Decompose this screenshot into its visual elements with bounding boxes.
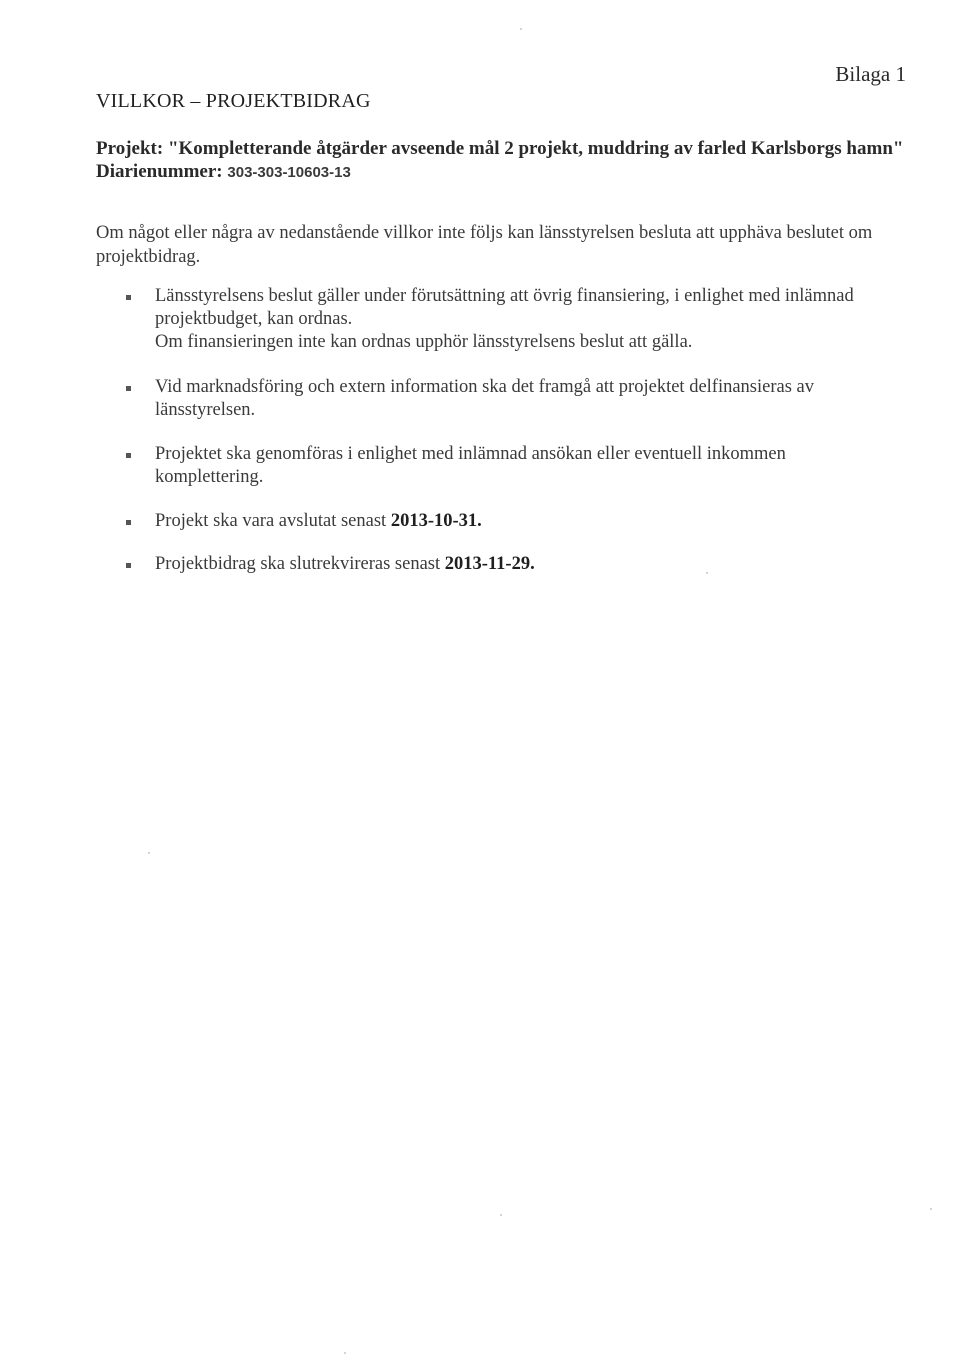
reference-number: 303-303-10603-13	[227, 164, 351, 181]
bullet-icon	[126, 386, 131, 391]
condition-item	[118, 553, 878, 576]
condition-item	[118, 285, 878, 354]
condition-text-continued: Om finansieringen inte kan ordnas upphör länsstyrelsens beslut att gälla.	[155, 332, 693, 352]
requisition-punctuation: .	[530, 554, 535, 574]
reference-label: Diarienummer:	[96, 161, 223, 182]
bullet-icon	[126, 563, 131, 568]
scan-speck	[706, 572, 708, 574]
bullet-icon	[126, 295, 131, 300]
intro-paragraph: Om något eller några av nedanstående villkor inte följs kan länsstyrelsen besluta att upphäva beslutet om projektbidrag.	[96, 223, 873, 267]
condition-item	[118, 510, 878, 533]
condition-item	[118, 376, 878, 422]
condition-text: Projektet ska genomföras i enlighet med inlämnad ansökan eller eventuell inkommen komplettering.	[155, 444, 786, 487]
condition-text: Projektbidrag ska slutrekvireras senast	[155, 554, 441, 574]
scan-speck	[520, 28, 522, 30]
deadline-date: 2013-10-31	[390, 511, 478, 531]
project-info	[96, 137, 926, 184]
annex-label: Bilaga 1	[835, 62, 906, 86]
reference-line	[96, 160, 926, 184]
requisition-date: 2013-11-29	[444, 554, 531, 574]
condition-text: Länsstyrelsens beslut gäller under förutsättning att övrig finansiering, i enlighet med inlämnad projektbudget, kan ordnas.	[155, 286, 854, 329]
project-line	[96, 137, 926, 160]
conditions-list	[118, 285, 878, 576]
bullet-icon	[126, 453, 131, 458]
condition-text: Projekt ska vara avslutat senast	[155, 511, 387, 531]
scan-speck	[500, 1214, 502, 1216]
deadline-punctuation: .	[477, 511, 482, 531]
scan-speck	[344, 1352, 346, 1354]
project-label: Projekt:	[96, 138, 164, 159]
bullet-icon	[126, 520, 131, 525]
scan-speck	[148, 852, 150, 854]
condition-text: Vid marknadsföring och extern information ska det framgå att projektet delfinansieras av länsstyrelsen.	[155, 377, 815, 420]
scan-speck	[930, 1208, 932, 1210]
condition-item	[118, 443, 878, 489]
project-name: "Kompletterande åtgärder avseende mål 2 projekt, muddring av farled Karlsborgs hamn"	[167, 138, 904, 159]
document-title: VILLKOR – PROJEKTBIDRAG	[96, 90, 371, 112]
